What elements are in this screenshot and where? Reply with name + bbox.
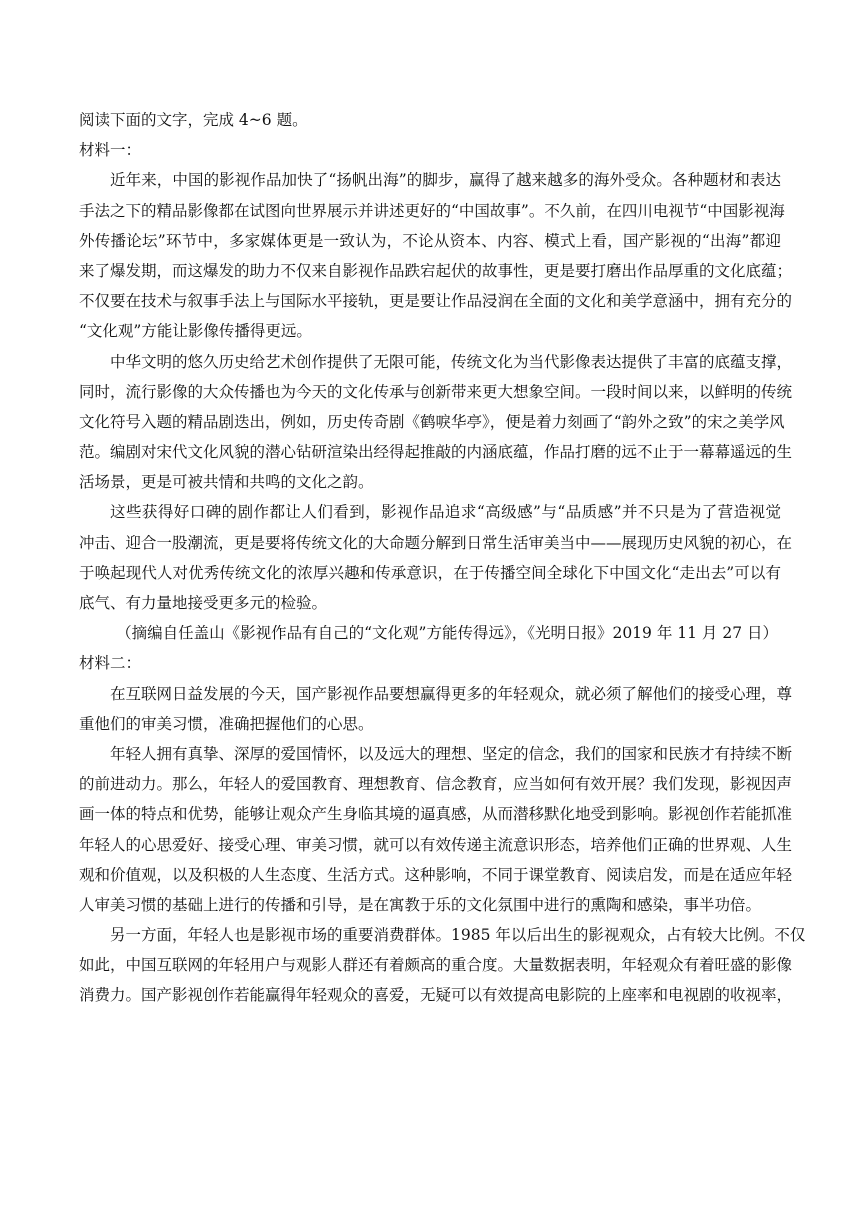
paragraph-line: 文化符号入题的精品剧迭出，例如，历史传奇剧《鹤唳华亭》，便是着力刻画了“韵外之致”的宋之美学风 [79, 412, 785, 431]
paragraph-line: 重他们的审美习惯，准确把握他们的心思。 [79, 714, 374, 733]
paragraph-line: 活场景，更是可被共情和共鸣的文化之韵。 [79, 473, 374, 492]
document-page [79, 105, 806, 1011]
paragraph-line: 画一体的特点和优势，能够让观众产生身临其境的逼真感，从而潜移默化地受到影响。影视创作若能抓准 [79, 805, 793, 824]
material2-paragraph-2 [79, 739, 793, 920]
paragraph-line: 同时，流行影像的大众传播也为今天的文化传承与创新带来更大想象空间。一段时间以来，以鲜明的传统 [79, 382, 793, 401]
material2-paragraph-3 [79, 920, 806, 1011]
material1-label: 材料一： [79, 141, 142, 160]
material2-paragraph-1 [79, 679, 793, 739]
paragraph-line: 来了爆发期，而这爆发的助力不仅来自影视作品跌宕起伏的故事性，更是要打磨出作品厚重的文化底蕴； [79, 261, 793, 280]
paragraph-line: 观和价值观，以及积极的人生态度、生活方式。这种影响，不同于课堂教育、阅读启发，而是在适应年轻 [79, 865, 793, 884]
paragraph-line: 不仅要在技术与叙事手法上与国际水平接轨，更是要让作品浸润在全面的文化和美学意涵中，拥有充分的 [79, 292, 793, 311]
paragraph-line: 近年来，中国的影视作品加快了“扬帆出海”的脚步，赢得了越来越多的海外受众。各种题材和表达 [110, 171, 781, 190]
paragraph-line: 如此，中国互联网的年轻用户与观影人群还有着颇高的重合度。大量数据表明，年轻观众有着旺盛的影像 [79, 956, 793, 975]
paragraph-line: 底气、有力量地接受更多元的检验。 [79, 594, 328, 612]
paragraph-line: 冲击、迎合一股潮流，更是要将传统文化的大命题分解到日常生活审美当中——展现历史风貌的初心，在 [79, 533, 793, 552]
material1-paragraph-3 [79, 497, 793, 618]
intro-line: 阅读下面的文字，完成 4~6 题。 [79, 111, 308, 129]
paragraph-line: 年轻人拥有真挚、深厚的爱国情怀，以及远大的理想、坚定的信念，我们的国家和民族才有持续不断 [110, 744, 793, 763]
paragraph-line: 范。编剧对宋代文化风貌的潜心钻研渲染出经得起推敲的内涵底蕴，作品打磨的远不止于一幕幕遥远的生 [79, 443, 793, 462]
paragraph-line: 这些获得好口碑的剧作都让人们看到，影视作品追求“高级感”与“品质感”并不只是为了营造视觉 [110, 503, 781, 522]
paragraph-line: 中华文明的悠久历史给艺术创作提供了无限可能，传统文化为当代影像表达提供了丰富的底蕴支撑， [110, 352, 793, 371]
material1-paragraph-1 [79, 165, 793, 346]
material1-paragraph-2 [79, 347, 793, 498]
paragraph-line: 年轻人的心思爱好、接受心理、审美习惯，就可以有效传递主流意识形态，培养他们正确的世界观、人生 [79, 835, 793, 854]
paragraph-line: 人审美习惯的基础上进行的传播和引导，是在寓教于乐的文化氛围中进行的熏陶和感染，事半功倍。 [79, 895, 762, 914]
paragraph-line: 的前进动力。那么，年轻人的爱国教育、理想教育、信念教育，应当如何有效开展？我们发现，影视因声 [79, 775, 793, 794]
paragraph-line: “文化观”方能让影像传播得更远。 [79, 322, 312, 341]
paragraph-line: 消费力。国产影视创作若能赢得年轻观众的喜爱，无疑可以有效提高电影院的上座率和电视剧的收视率， [79, 986, 793, 1005]
paragraph-line: 在互联网日益发展的今天，国产影视作品要想赢得更多的年轻观众，就必须了解他们的接受心理，尊 [110, 684, 793, 703]
paragraph-line: 外传播论坛”环节中，多家媒体更是一致认为，不论从资本、内容、模式上看，国产影视的“出海”都迎 [79, 231, 781, 250]
paragraph-line: 于唤起现代人对优秀传统文化的浓厚兴趣和传承意识，在于传播空间全球化下中国文化“走出去”可以有 [79, 563, 781, 582]
material1-source-citation: （摘编自任盖山《影视作品有自己的“文化观”方能传得远》，《光明日报》2019 年 11 月 27 日） [116, 624, 778, 643]
paragraph-line: 另一方面，年轻人也是影视市场的重要消费群体。1985 年以后出生的影视观众，占有较大比例。不仅 [110, 926, 806, 945]
paragraph-line: 手法之下的精品影像都在试图向世界展示并讲述更好的“中国故事”。不久前，在四川电视节“中国影视海 [79, 201, 785, 220]
material2-label: 材料二： [79, 654, 142, 673]
